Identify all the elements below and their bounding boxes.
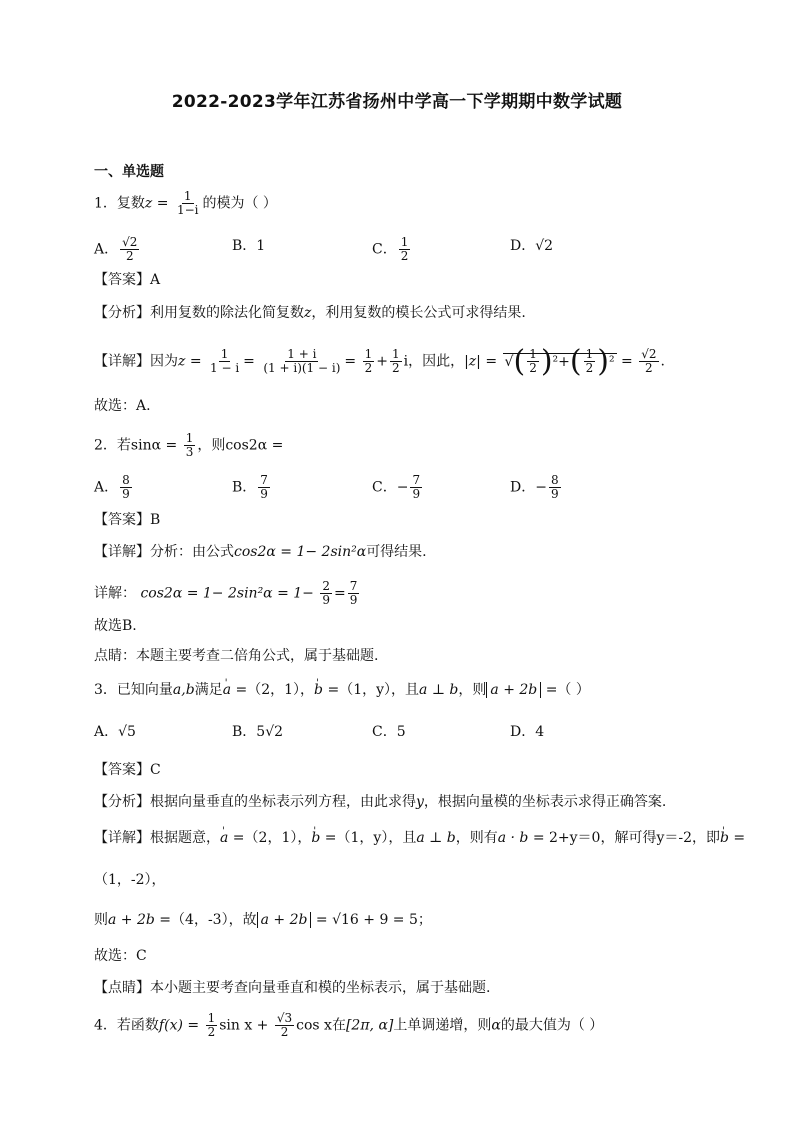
q2-stem-prefix: 2．若sinα = <box>94 437 178 454</box>
q2-comment: 点睛：本题主要考查二倍角公式，属于基础题. <box>94 648 379 664</box>
q2-detail2-frac2 <box>348 580 360 607</box>
q4-stem-prefix: 4．若函数 <box>94 1017 159 1034</box>
q1-option-d-value: √2 <box>535 238 554 254</box>
q1-detail-frac3-den: 2 <box>364 361 373 375</box>
q2-option-d-den: 9 <box>550 487 559 501</box>
q3-detail1-mid: ，则有 <box>455 830 498 846</box>
q2-detail2-frac2-den: 9 <box>349 593 358 607</box>
q1-detail-frac4-num: 1 <box>391 347 400 361</box>
q3-option-c: C．5 <box>372 724 406 740</box>
q3-option-d: D．4 <box>510 724 545 740</box>
q1-option-b: B．1 <box>232 238 266 254</box>
q1-frac-den: 1−i <box>176 203 199 217</box>
q4-frac1-num: 1 <box>207 1011 216 1025</box>
q1-detail-frac1-den: 1 − i <box>210 361 240 375</box>
q3-detail1-end: = <box>728 830 746 846</box>
q1-option-c <box>372 236 412 263</box>
q1-detail-modulus: |z| = <box>464 353 498 370</box>
q2-option-c-label: C．− <box>372 479 409 496</box>
q4-stem-mid: 在 <box>331 1017 346 1034</box>
page-title: 2022-2023学年江苏省扬州中学高一下学期期中数学试题 <box>171 92 623 112</box>
q2-option-c-num: 7 <box>412 473 421 487</box>
q2-detail1-prefix: 【详解】分析：由公式 <box>94 544 234 560</box>
question-4-stem <box>94 1012 603 1039</box>
q3-detail3-suffix: = √16 + 9 = 5； <box>311 912 432 928</box>
q2-detail2-formula: cos2α = 1− 2sin²α = 1− <box>140 585 314 602</box>
q3-detail1-a-value: =（2，1）， <box>228 830 312 846</box>
q2-detail2-frac2-num: 7 <box>349 579 358 593</box>
q1-analysis <box>94 303 526 323</box>
q1-option-d <box>510 236 553 256</box>
q1-detail-frac3 <box>363 348 375 375</box>
q1-option-c-frac <box>399 236 411 263</box>
q2-option-a-label: A． <box>94 479 119 496</box>
q3-option-b: B．5√2 <box>232 724 284 740</box>
q1-analysis-z: z <box>304 305 312 321</box>
q3-comment: 【点睛】本小题主要考查向量垂直和模的坐标表示，属于基础题. <box>94 980 491 996</box>
q1-option-d-label: D． <box>510 238 536 254</box>
q1-fraction <box>175 190 201 217</box>
q3-option-a: A．√5 <box>94 724 136 740</box>
q2-option-a-den: 9 <box>122 487 130 501</box>
q1-option-c-num: 1 <box>400 235 409 249</box>
q3-detail1-vec-b2: ' b <box>720 830 729 846</box>
q2-detail2-frac1 <box>320 580 332 607</box>
q3-detail-3 <box>94 910 432 930</box>
q1-detail-frac1 <box>208 348 241 375</box>
q2-stem-suffix: ，则cos2α = <box>197 437 284 454</box>
q2-detail2-frac1-den: 9 <box>322 593 331 607</box>
q1-option-c-label: C． <box>372 241 397 258</box>
q3-stem-perp: a ⊥ b <box>419 682 459 698</box>
q2-frac-num: 1 <box>185 431 194 445</box>
q3-choose: 故选：C <box>94 948 147 964</box>
q4-interval: [2π, α] <box>345 1017 394 1034</box>
q3-detail1-prefix: 【详解】根据题意， <box>94 830 220 846</box>
q2-option-d-label: D．− <box>510 479 547 496</box>
q4-frac2 <box>275 1012 294 1039</box>
q1-detail-frac3-num: 1 <box>364 347 373 361</box>
q2-option-c-frac <box>410 474 422 501</box>
q1-detail: 【详解】因为z = $\frac{1}{1 - i}$ = $\frac{1 + i}{(1 + i)(1 - i)}$ = $\frac{1}{2}$ + $\frac{1}{2}$ i，因此，|z| = √ ( $\frac{1}{2}$ )²+( $\frac{1}{2}$ )² = $\frac{√2}{2}$ . <box>94 348 665 375</box>
question-2-stem <box>94 432 283 459</box>
q2-option-d <box>510 474 563 501</box>
q2-option-b-num: 7 <box>260 473 268 487</box>
q3-stem-suffix: =（ ） <box>541 682 590 698</box>
q1-detail-frac5-den: 2 <box>645 361 653 375</box>
question-1-stem <box>94 190 277 217</box>
q3-stem-vec-a: ' a <box>223 682 231 698</box>
q2-detail1-formula: cos2α = 1− 2sin²α <box>234 544 367 560</box>
q1-option-a <box>94 236 141 263</box>
q3-detail3-prefix: 则 <box>94 912 108 928</box>
q2-detail2-prefix: 详解： <box>94 585 136 602</box>
q3-stem-b-value: =（1，y），且 <box>323 682 420 698</box>
q2-option-c-den: 9 <box>412 487 421 501</box>
q1-analysis-text: 【分析】利用复数的除法化简复数 <box>94 305 304 321</box>
q1-z-eq: z = <box>144 195 169 212</box>
q1-option-a-den: 2 <box>125 249 134 263</box>
q1-detail-frac4 <box>390 348 402 375</box>
q3-stem-vectors: a,b <box>172 682 195 698</box>
q2-frac-den: 3 <box>185 445 194 459</box>
q3-stem-abs: a + 2b <box>486 682 541 698</box>
q1-stem-prefix: 1．复数 <box>94 195 145 212</box>
q2-detail-2 <box>94 580 361 607</box>
q1-option-a-num: √2 <box>122 235 138 249</box>
q2-option-b-den: 9 <box>260 487 268 501</box>
q2-detail2-eq: = <box>334 585 346 602</box>
q3-stem-a-value: =（2，1）， <box>231 682 315 698</box>
section-heading: 一、单选题 <box>94 164 164 180</box>
q1-option-c-den: 2 <box>400 249 409 263</box>
q3-stem-vec-b: ' b <box>314 682 323 698</box>
q2-detail1-suffix: 可得结果. <box>366 544 427 560</box>
q3-detail-2: （1，-2）， <box>94 872 166 888</box>
q4-alpha: α <box>491 1017 501 1034</box>
q1-frac-num: 1 <box>183 189 192 203</box>
q2-fraction <box>184 432 196 459</box>
q3-answer: 【答案】C <box>94 762 161 778</box>
question-3-stem <box>94 680 590 700</box>
q1-detail-z: z = <box>178 353 202 370</box>
q1-detail-frac2-num: 1 + i <box>287 347 317 361</box>
q2-option-a-num: 8 <box>122 473 130 487</box>
q1-detail-frac1-num: 1 <box>220 347 229 361</box>
q1-detail-frac5-num: √2 <box>641 347 657 361</box>
q2-answer: 【答案】B <box>94 512 161 528</box>
q2-option-d-num: 8 <box>550 473 559 487</box>
q3-stem-mid1: 满足 <box>194 682 223 698</box>
q4-sinx: sin x + <box>219 1017 269 1034</box>
q1-detail-frac2-den: (1 + i)(1 − i) <box>263 361 341 375</box>
q2-option-b-frac <box>258 474 270 501</box>
q3-detail1-vec-a: ' a <box>220 830 228 846</box>
q1-stem-suffix: 的模为（ ） <box>202 195 277 212</box>
q3-detail1-perp: a ⊥ b <box>416 830 456 846</box>
q3-detail3-abs: a + 2b <box>257 912 312 928</box>
q4-frac1-den: 2 <box>207 1025 216 1039</box>
q1-answer: 【答案】A <box>94 272 161 288</box>
q2-option-a <box>94 474 134 501</box>
q1-detail-frac2 <box>261 348 342 375</box>
q1-analysis-suffix: ，利用复数的模长公式可求得结果. <box>311 305 526 321</box>
q1-detail-frac3b: $\frac{1}{2}$ <box>529 347 537 375</box>
q1-detail-frac5 <box>639 348 658 375</box>
q4-stem-post: 上单调递增，则 <box>393 1017 492 1034</box>
q3-detail1-b-value: =（1，y），且 <box>320 830 417 846</box>
q1-detail-frac4b: $\frac{1}{2}$ <box>585 347 594 375</box>
q4-frac2-den: 2 <box>280 1025 289 1039</box>
q4-frac1 <box>206 1012 218 1039</box>
q1-detail-frac4-den: 2 <box>391 361 400 375</box>
q3-analysis <box>94 792 666 812</box>
q3-detail1-suffix: = 2+y＝0，解可得y＝-2，即 <box>528 830 721 846</box>
q1-detail-mid: ，因此， <box>408 353 465 370</box>
q1-detail-sqrt: √ ( $\frac{1}{2}$ )²+( $\frac{1}{2}$ )² <box>503 353 617 370</box>
q2-choose: 故选B. <box>94 618 137 634</box>
q1-option-a-frac <box>120 236 139 263</box>
q4-cosx: cos x <box>296 1017 332 1034</box>
q3-analysis-suffix: ，根据向量模的坐标表示求得正确答案. <box>423 794 667 810</box>
q3-detail-1 <box>94 828 745 848</box>
q4-stem-end: 的最大值为（ ） <box>500 1017 604 1034</box>
q3-detail1-dot: a · b <box>497 830 529 846</box>
q2-detail-1 <box>94 542 427 562</box>
q3-detail3-expr: a + 2b <box>108 912 155 928</box>
q3-analysis-y: y <box>416 794 424 810</box>
q2-option-a-frac <box>120 474 132 501</box>
q3-stem-prefix: 3．已知向量 <box>94 682 173 698</box>
q3-detail3-mid: =（4，-3），故 <box>154 912 257 928</box>
q1-option-a-label: A． <box>94 241 119 258</box>
q4-fx: f(x) = <box>158 1017 200 1034</box>
q3-analysis-prefix: 【分析】根据向量垂直的坐标表示列方程，由此求得 <box>94 794 416 810</box>
q3-stem-mid2: ，则 <box>458 682 487 698</box>
q4-frac2-num: √3 <box>276 1011 293 1025</box>
q2-option-b-label: B． <box>232 479 257 496</box>
q1-choose: 故选：A. <box>94 398 151 414</box>
q2-option-c <box>372 474 424 501</box>
q2-detail2-frac1-num: 2 <box>322 579 331 593</box>
q1-detail-prefix: 【详解】因为 <box>94 353 178 370</box>
q2-option-b <box>232 474 272 501</box>
q3-detail1-vec-b: ' b <box>311 830 320 846</box>
q2-option-d-frac <box>549 474 561 501</box>
